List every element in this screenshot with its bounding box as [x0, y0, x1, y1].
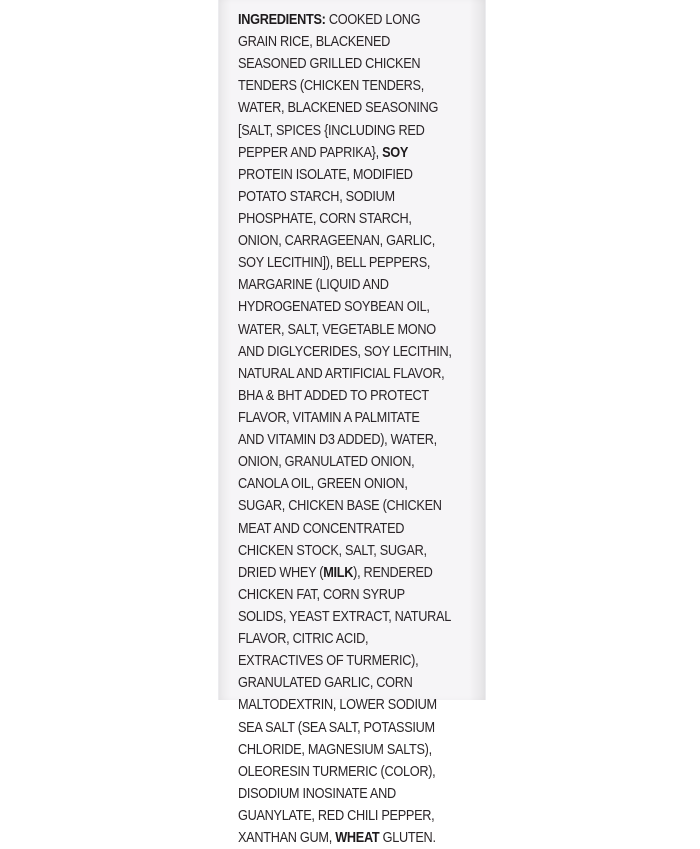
ingredients-line — [238, 164, 441, 186]
ingredients-line — [238, 142, 441, 164]
ingredients-line — [238, 518, 441, 540]
ingredients-text: FLAVOR, VITAMIN A PALMITATE — [238, 409, 420, 426]
ingredients-line — [238, 274, 441, 296]
ingredients-text: WATER, BLACKENED SEASONING — [238, 100, 439, 117]
ingredients-line — [238, 296, 441, 318]
ingredients-line — [238, 761, 441, 783]
ingredients-text: SEASONED GRILLED CHICKEN — [238, 56, 421, 73]
ingredients-line — [238, 407, 441, 429]
ingredients-line — [238, 827, 441, 849]
ingredients-text: PHOSPHATE, CORN STARCH, — [238, 210, 412, 227]
ingredients-text: CHICKEN STOCK, SALT, SUGAR, — [238, 542, 427, 559]
ingredients-text: GRANULATED GARLIC, CORN — [238, 675, 413, 692]
ingredients-text: MEAT AND CONCENTRATED — [238, 520, 405, 537]
ingredients-line — [238, 694, 441, 716]
ingredients-text: GUANYLATE, RED CHILI PEPPER, — [238, 807, 435, 824]
ingredients-text: PEPPER AND PAPRIKA}, — [238, 144, 383, 161]
ingredients-text: ), RENDERED — [353, 564, 433, 581]
ingredients-line — [238, 783, 441, 805]
ingredients-text: OLEORESIN TURMERIC (COLOR), — [238, 763, 436, 780]
ingredients-text: [SALT, SPICES {INCLUDING RED — [238, 122, 425, 139]
ingredients-text: BHA & BHT ADDED TO PROTECT — [238, 387, 429, 404]
ingredients-text: SEA SALT (SEA SALT, POTASSIUM — [238, 719, 435, 736]
ingredients-line — [238, 606, 452, 628]
ingredients-heading: INGREDIENTS: — [238, 12, 326, 28]
ingredients-line — [238, 31, 441, 53]
allergen-text: SOY — [382, 144, 409, 161]
ingredients-line — [238, 672, 441, 694]
ingredients-list — [238, 9, 452, 849]
ingredients-text: SOY LECITHIN]), BELL PEPPERS, — [238, 255, 431, 272]
ingredients-line — [238, 53, 441, 75]
ingredients-text: PROTEIN ISOLATE, MODIFIED — [238, 166, 413, 183]
ingredients-text: EXTRACTIVES OF TURMERIC), — [238, 653, 419, 670]
ingredients-line — [238, 739, 441, 761]
ingredients-text: COOKED LONG — [325, 12, 421, 28]
ingredients-text: CHLORIDE, MAGNESIUM SALTS), — [238, 741, 432, 758]
ingredients-line — [238, 628, 441, 650]
ingredients-text: FLAVOR, CITRIC ACID, — [238, 631, 369, 648]
ingredients-line — [238, 319, 441, 341]
ingredients-text: WATER, SALT, VEGETABLE MONO — [238, 321, 436, 338]
ingredients-line — [238, 97, 441, 119]
ingredients-line — [238, 252, 441, 274]
ingredients-text: XANTHAN GUM, — [238, 830, 336, 847]
ingredients-text: GLUTEN. — [379, 830, 436, 847]
ingredients-line — [238, 584, 441, 606]
ingredients-line — [238, 540, 441, 562]
ingredients-line — [238, 363, 445, 385]
ingredients-line — [238, 9, 441, 31]
ingredients-line — [238, 341, 452, 363]
ingredients-text: MALTODEXTRIN, LOWER SODIUM — [238, 697, 437, 714]
ingredients-text: CANOLA OIL, GREEN ONION, — [238, 476, 408, 493]
ingredients-line — [238, 429, 441, 451]
ingredients-line — [238, 562, 441, 584]
ingredients-text: POTATO STARCH, SODIUM — [238, 188, 395, 205]
ingredients-line — [238, 473, 441, 495]
ingredients-line — [238, 385, 441, 407]
ingredients-text: DRIED WHEY ( — [238, 564, 324, 581]
ingredients-line — [238, 495, 441, 517]
ingredients-line — [238, 230, 441, 252]
allergen-text: MILK — [323, 564, 354, 581]
ingredients-text: AND DIGLYCERIDES, SOY LECITHIN, — [238, 343, 452, 360]
ingredients-text: ONION, CARRAGEENAN, GARLIC, — [238, 233, 435, 250]
ingredients-line — [238, 805, 441, 827]
allergen-text: WHEAT — [335, 830, 380, 847]
ingredients-text: HYDROGENATED SOYBEAN OIL, — [238, 299, 430, 316]
ingredients-line — [238, 208, 441, 230]
ingredients-line — [238, 120, 441, 142]
ingredients-text: NATURAL AND ARTIFICIAL FLAVOR, — [238, 365, 445, 382]
ingredients-text: GRAIN RICE, BLACKENED — [238, 34, 391, 51]
ingredients-text: ONION, GRANULATED ONION, — [238, 454, 415, 471]
ingredients-text: SOLIDS, YEAST EXTRACT, NATURAL — [238, 608, 452, 625]
ingredients-text: MARGARINE (LIQUID AND — [238, 277, 389, 294]
panel-edge-shadow-left — [219, 0, 231, 700]
ingredients-line — [238, 186, 441, 208]
ingredients-text: CHICKEN FAT, CORN SYRUP — [238, 586, 405, 603]
ingredients-line — [238, 650, 441, 672]
panel-edge-shadow-right — [469, 0, 485, 700]
ingredients-text: TENDERS (CHICKEN TENDERS, — [238, 78, 424, 95]
ingredients-text: DISODIUM INOSINATE AND — [238, 785, 396, 802]
ingredients-line — [238, 451, 441, 473]
ingredients-text: AND VITAMIN D3 ADDED), WATER, — [238, 432, 437, 449]
ingredients-line — [238, 717, 441, 739]
ingredients-text: SUGAR, CHICKEN BASE (CHICKEN — [238, 498, 442, 515]
ingredients-line — [238, 75, 441, 97]
